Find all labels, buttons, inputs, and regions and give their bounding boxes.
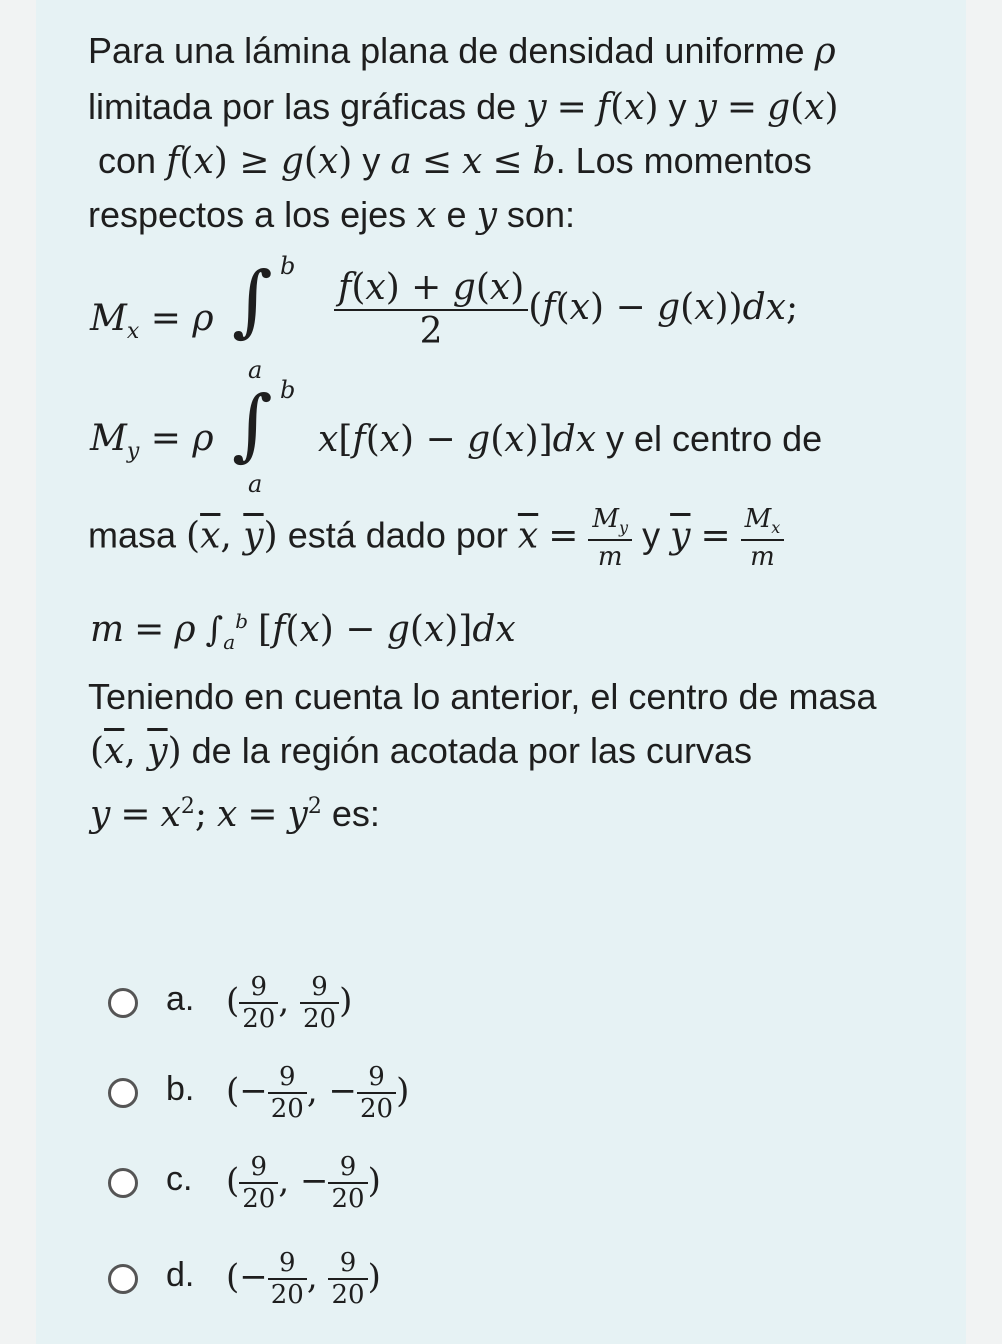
option-a-value: ( $\frac{9}{20}$ , $\frac{9}{20}$ )	[226, 972, 353, 1034]
radio-button[interactable]	[108, 1264, 138, 1294]
option-c-value: ( $\frac{9}{20}$ , − $\frac{9}{20}$ )	[226, 1152, 381, 1214]
center-definition: masa ($\overline{x}$, $\overline{y}$) está dado por $\overline{x}$ = $\frac{M_y}{m}$ y $\overline{y}$ = $\frac{M_x}{m}$	[88, 506, 784, 570]
question-line-1: Para una lámina plana de densidad uniforme ρ	[88, 30, 836, 72]
radio-button[interactable]	[108, 988, 138, 1018]
question-prompt-2: ($\overline{x}$, $\overline{y}$) de la región acotada por las curvas	[90, 730, 752, 772]
radio-button[interactable]	[108, 1168, 138, 1198]
question-line-3: con f(x) ≥ g(x) y a ≤ x ≤ b. Los momentos	[98, 140, 812, 182]
question-line-2: limitada por las gráficas de y = f(x) y y = g(x)	[88, 86, 839, 128]
radio-button[interactable]	[108, 1078, 138, 1108]
question-prompt-1: Teniendo en cuenta lo anterior, el centro de masa	[88, 676, 877, 717]
question-prompt-3: $y = x^2$; $x = y^2$ es:	[90, 793, 380, 835]
option-d-value: (− $\frac{9}{20}$ , $\frac{9}{20}$ )	[226, 1248, 381, 1310]
question-line-4: respectos a los ejes x e y son:	[88, 194, 575, 236]
mass-formula: m = ρ $\int_a^b$ [f(x) − g(x)]dx	[90, 609, 516, 655]
option-b-value: (− $\frac{9}{20}$ , − $\frac{9}{20}$ )	[226, 1062, 410, 1124]
question-card: Para una lámina plana de densidad uniforme ρ limitada por las gráficas de y = f(x) y y = g(x) con f(x) ≥ g(x) y a ≤ x ≤ b. Los momentos respectos a los ejes x e y son: $M_x = \rho$ ∫ b a $\frac{f(x) + g(x)}{2}$ (f(x) − g(x))dx; $M_y = \rho$ ∫ b a x[f(x) − g(x)]dx y el centro de masa ($\overline{x}$, $\overline{y}$) está dado por $\overline{x}$ = $\frac{M_y}{m}$ y $\overline{y}$ = $\frac{M_x}{m}$ m = ρ $\int_a^b$ [f(x) − g(x)]dx Teniendo en cuenta lo anterior, el centro de masa ($\overline{x}$, $\overline{y}$) de la región acotada por las curvas $y = x^2$; $x = y^2$ es: a. ( $\frac{9}{20}$ , $\frac{9}{20}$ ) b. (− $\frac{9}{20}$ , − $\frac{9}{20}$ ) c. ( $\frac{9}{20}$ , − $\frac{9}{20}$ ) d. (− $\frac{9}{20}$ , $\frac{9}{20}$ )	[36, 0, 966, 1344]
